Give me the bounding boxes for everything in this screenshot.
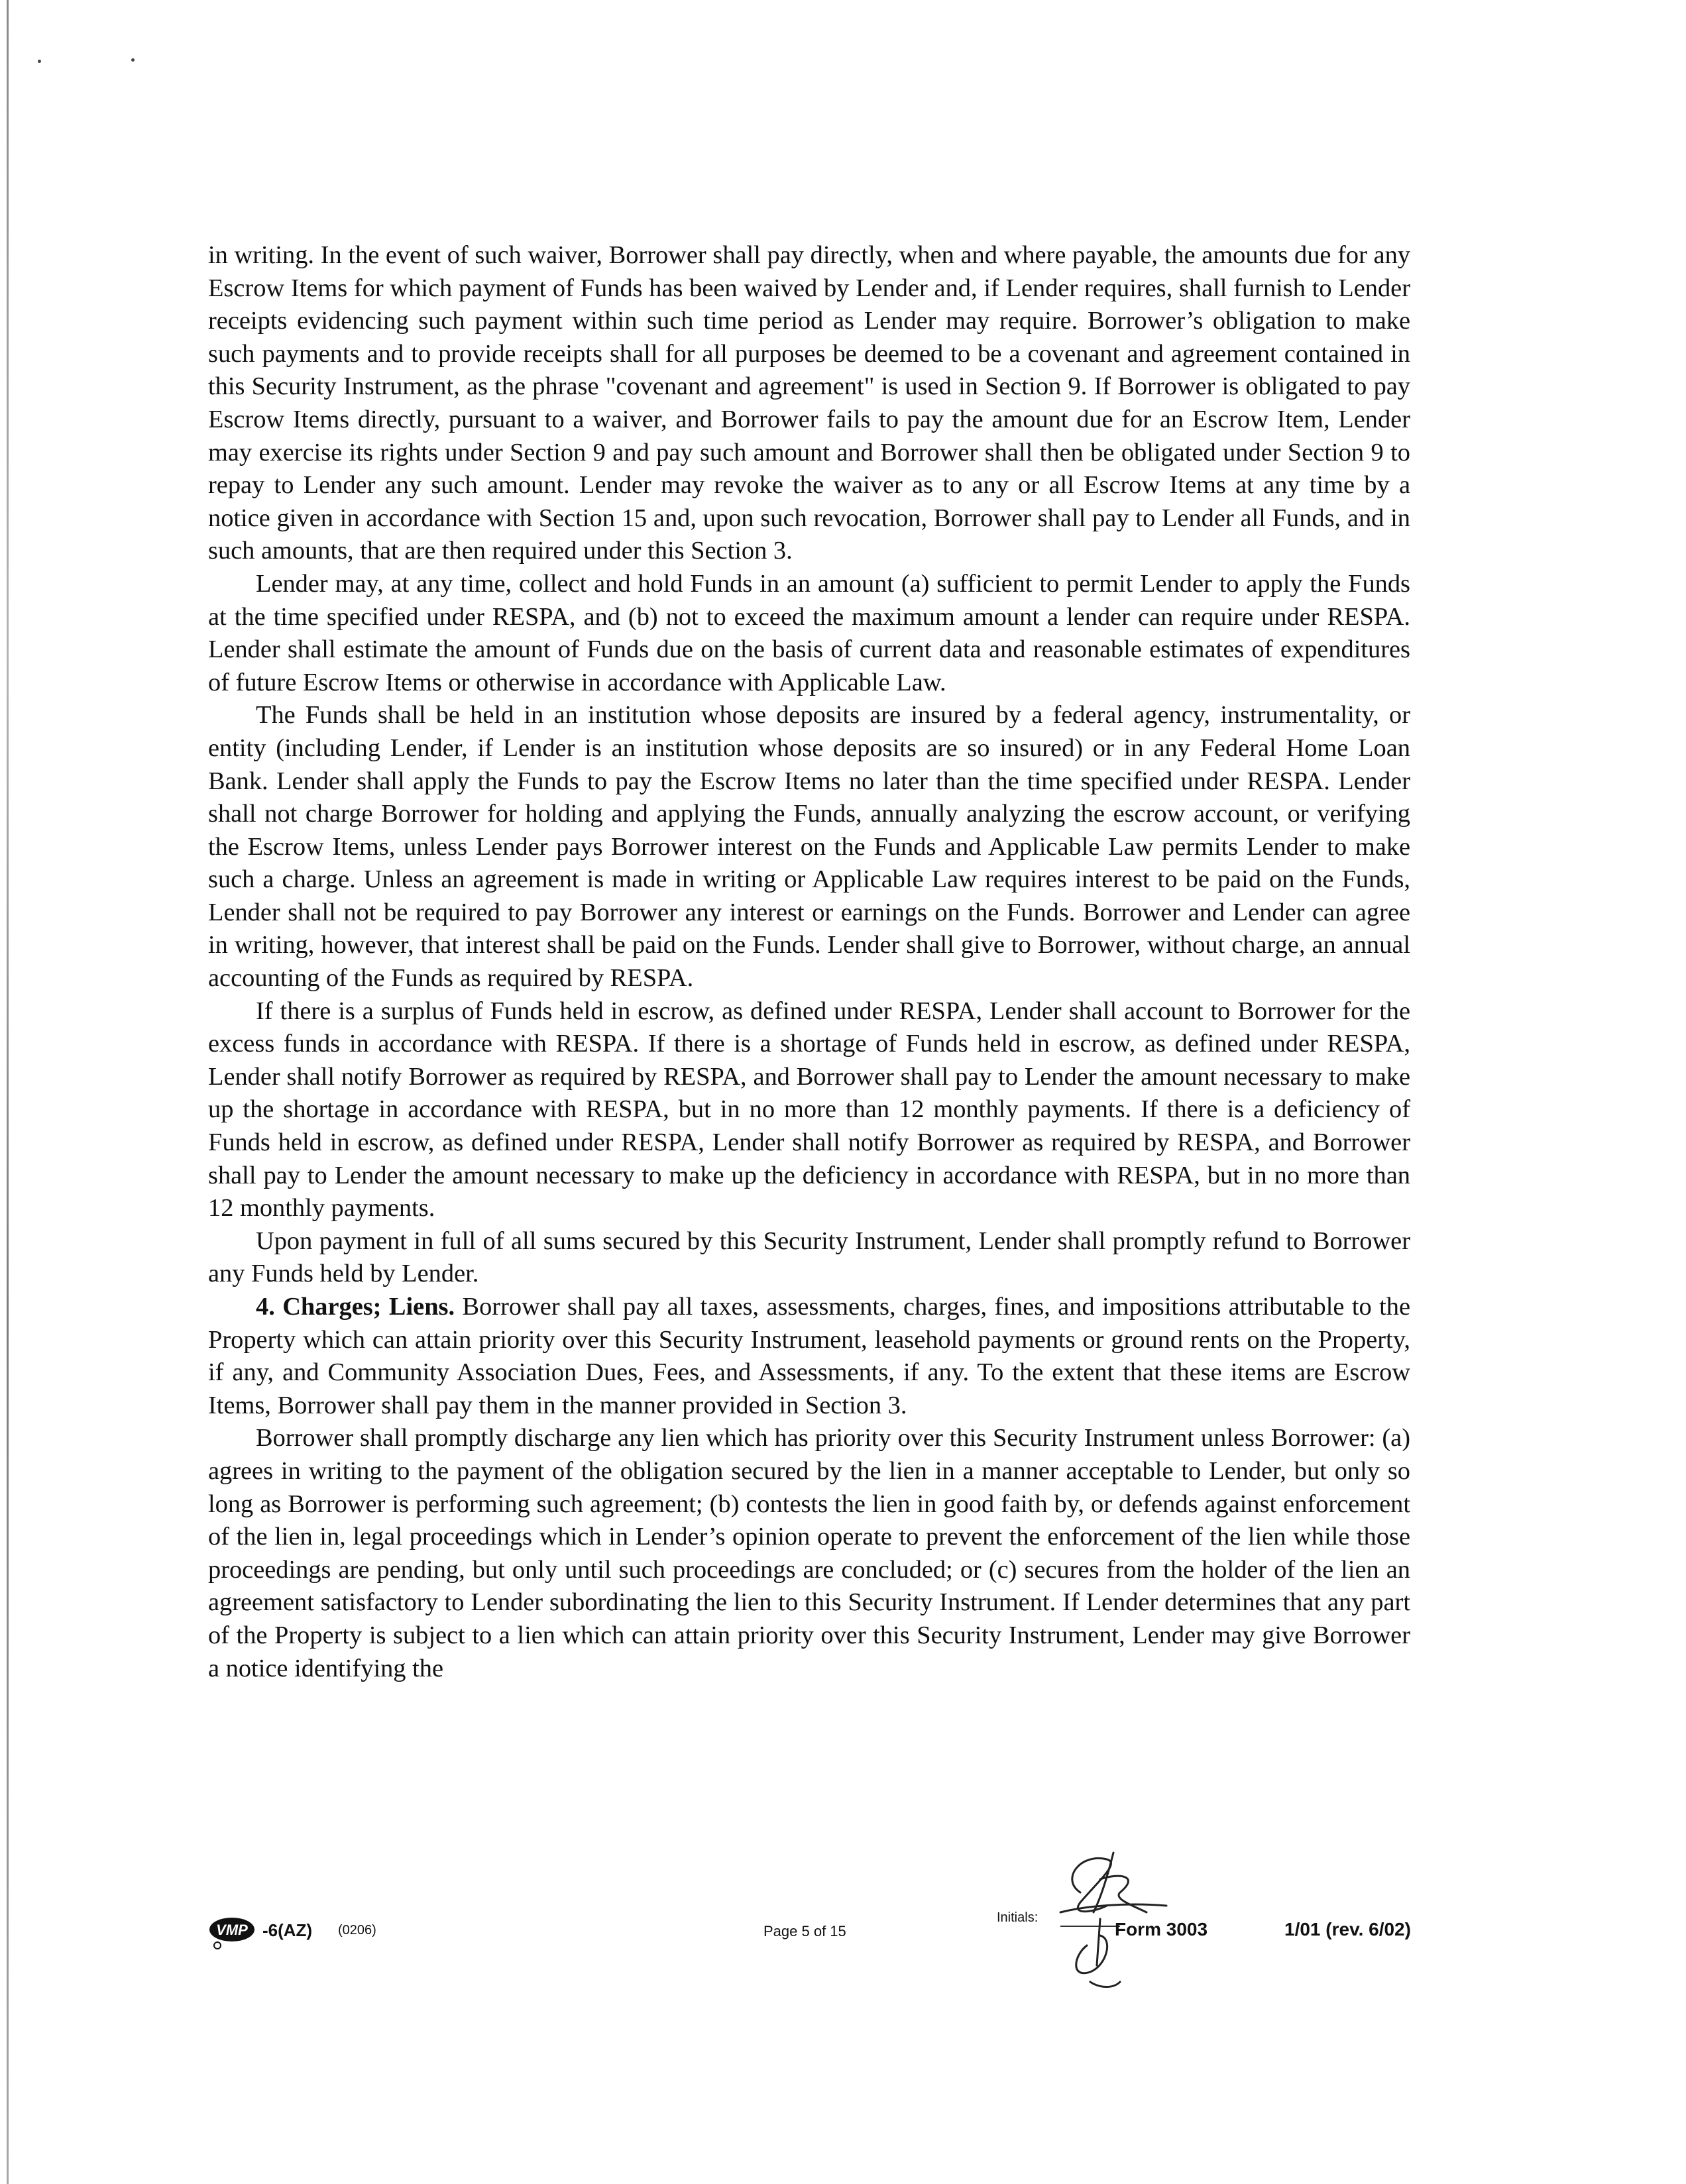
paragraph-discharge-lien: Borrower shall promptly discharge any lien which has priority over this Security Instrument unless Borrower: (a) agrees in writing to the payment of the obligation secured by the lien in a manner acceptable to Lender, but only so long as Borrower is performing such agreement; (b) contests the lien in good faith by, or defends against enforcement of the lien in, legal proceedings which in Lender’s opinion operate to prevent the enforcement of the lien while those proceedings are pending, but only until such proceedings are concluded; or (c) secures from the holder of the lien an agreement satisfactory to Lender subordinating the lien to this Security Instrument. If Lender determines that any part of the Property is subject to a lien which can attain priority over this Security Instrument, Lender may give Borrower a notice identifying the — [208, 1424, 1410, 1682]
form-revision: 1/01 (rev. 6/02) — [1284, 1919, 1411, 1939]
logo-text: VMP — [216, 1922, 248, 1938]
document-body — [208, 239, 1410, 1685]
scan-speck — [38, 60, 41, 63]
form-code: -6(AZ) — [262, 1920, 313, 1940]
form-number: Form 3003 — [1115, 1919, 1208, 1939]
page-footer — [0, 1912, 1686, 2018]
section-4-text: Borrower shall pay all taxes, assessments, charges, fines, and impositions attributable to the Property which can attain priority over this Security Instrument, leasehold payments or ground rents on the Property, if any, and Community Association Dues, Fees, and Assessments, if any. To the extent that these items are Escrow Items, Borrower shall pay them in the manner provided in Section 3. — [208, 1293, 1410, 1419]
page-number: Page 5 of 15 — [763, 1923, 846, 1939]
paragraph-refund: Upon payment in full of all sums secured by this Security Instrument, Lender shall promptly refund to Borrower any Funds held by Lender. — [208, 1227, 1410, 1288]
vmp-logo-icon — [208, 1915, 261, 1949]
scan-edge — [7, 0, 9, 2184]
form-date: (0206) — [338, 1923, 376, 1938]
scan-speck — [131, 58, 135, 62]
section-4-paragraph — [208, 1291, 1410, 1422]
paragraph-collect-funds: Lender may, at any time, collect and hold Funds in an amount (a) sufficient to permit Lender to apply the Funds at the time specified under RESPA, and (b) not to exceed the maximum amount a lender can require under RESPA. Lender shall estimate the amount of Funds due on the basis of current data and reasonable estimates of expenditures of future Escrow Items or otherwise in accordance with Applicable Law. — [208, 569, 1410, 696]
paragraph-surplus-shortage: If there is a surplus of Funds held in escrow, as defined under RESPA, Lender shall account to Borrower for the excess funds in accordance with RESPA. If there is a shortage of Funds held in escrow, as defined under RESPA, Lender shall notify Borrower as required by RESPA, and Borrower shall pay to Lender the amount necessary to make up the shortage in accordance with RESPA, but in no more than 12 monthly payments. If there is a deficiency of Funds held in escrow, as defined under RESPA, Lender shall notify Borrower as required by RESPA, and Borrower shall pay to Lender the amount necessary to make up the deficiency in accordance with RESPA, but in no more than 12 monthly payments. — [208, 997, 1410, 1223]
initials-label: Initials: — [997, 1910, 1039, 1925]
section-4-heading: 4. Charges; Liens. — [256, 1293, 455, 1321]
paragraph-waiver-continuation: in writing. In the event of such waiver, Borrower shall pay directly, when and where payable, the amounts due for any Escrow Items for which payment of Funds has been waived by Lender and, if Lender requires, shall furnish to Lender receipts evidencing such payment within such time period as Lender may require. Borrower’s obligation to make such payments and to provide receipts shall for all purposes be deemed to be a covenant and agreement contained in this Security Instrument, as the phrase "covenant and agreement" is used in Section 9. If Borrower is obligated to pay Escrow Items directly, pursuant to a waiver, and Borrower fails to pay the amount due for an Escrow Item, Lender may exercise its rights under Section 9 and pay such amount and Borrower shall then be obligated under Section 9 to repay to Lender any such amount. Lender may revoke the waiver as to any or all Escrow Items at any time by a notice given in accordance with Section 15 and, upon such revocation, Borrower shall pay to Lender all Funds, and in such amounts, that are then required under this Section 3. — [208, 241, 1410, 565]
paragraph-funds-held: The Funds shall be held in an institution whose deposits are insured by a federal agency, instrumentality, or entity (including Lender, if Lender is an institution whose deposits are so insured) or in any Federal Home Loan Bank. Lender shall apply the Funds to pay the Escrow Items no later than the time specified under RESPA. Lender shall not charge Borrower for holding and applying the Funds, annually analyzing the escrow account, or verifying the Escrow Items, unless Lender pays Borrower interest on the Funds and Applicable Law permits Lender to make such a charge. Unless an agreement is made in writing or Applicable Law requires interest to be paid on the Funds, Lender shall not be required to pay Borrower any interest or earnings on the Funds. Borrower and Lender can agree in writing, however, that interest shall be paid on the Funds. Lender shall give to Borrower, without charge, an annual accounting of the Funds as required by RESPA. — [208, 701, 1410, 993]
